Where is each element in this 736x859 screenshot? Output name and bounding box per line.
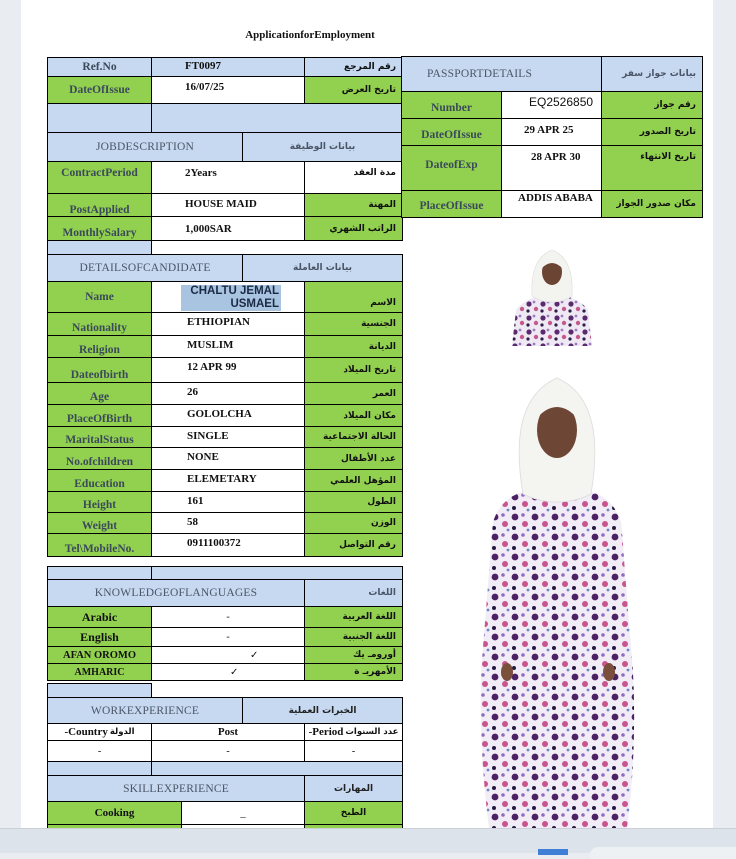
candidate-value: 161	[151, 491, 305, 513]
candidate-label: Dateofbirth	[47, 357, 152, 383]
language-value: -	[151, 606, 305, 628]
candidate-value: 26	[151, 382, 305, 405]
document-title: ApplicationforEmployment	[245, 29, 375, 41]
candidate-label: MaritalStatus	[47, 426, 152, 448]
passport-place-ar: مكان صدور الجواز	[601, 190, 703, 218]
refno-ar: رقم المرجع	[304, 57, 403, 77]
candidate-value: SINGLE	[151, 426, 305, 448]
passport-place-value: ADDIS ABABA	[501, 190, 602, 218]
languages-header-ar: اللغات	[304, 579, 403, 607]
passport-number-label: Number	[401, 91, 502, 119]
skills-header-ar: المهارات	[304, 775, 403, 802]
candidate-label: Tel\MobileNo.	[47, 533, 152, 557]
skill-cooking-label: Cooking	[47, 801, 182, 825]
language-ar: الأمهريـ ة	[304, 663, 403, 681]
language-ar: اللغة الجنبية	[304, 627, 403, 647]
candidate-label: Weight	[47, 512, 152, 534]
candidate-label: Height	[47, 491, 152, 513]
spacer-cell	[151, 103, 403, 133]
date-issue-value: 16/07/25	[151, 76, 305, 104]
passport-header: PASSPORTDETAILS	[401, 56, 602, 92]
skills-header: SKILLEXPERIENCE	[47, 775, 305, 802]
candidate-ar: الطول	[304, 491, 403, 513]
candidate-value: ELEMETARY	[151, 469, 305, 492]
language-label: AFAN OROMO	[47, 646, 152, 664]
full-body-photo	[471, 372, 643, 828]
taskbar-indicator	[538, 849, 568, 855]
language-value: ✓	[151, 646, 305, 664]
candidate-ar: الجنسية	[304, 312, 403, 336]
candidate-value: 12 APR 99	[151, 357, 305, 383]
candidate-ar: الوزن	[304, 512, 403, 534]
language-ar: اللغة العربية	[304, 606, 403, 628]
spacer-cell	[151, 761, 403, 776]
candidate-ar: تاريخ الميلاد	[304, 357, 403, 383]
date-issue-label: DateOfIssue	[47, 76, 152, 104]
spacer-cell	[47, 566, 152, 580]
work-header-ar: الخبرات العملية	[242, 697, 403, 724]
candidate-ar: عدد الأطفال	[304, 447, 403, 470]
name-label: Name	[47, 281, 152, 313]
passport-issue-value: 29 APR 25	[501, 118, 602, 146]
candidate-header-ar: بيانات العاملة	[242, 254, 403, 282]
document-page	[21, 0, 713, 828]
candidate-label: No.ofchildren	[47, 447, 152, 470]
candidate-value: 0911100372	[151, 533, 305, 557]
candidate-label: Age	[47, 382, 152, 405]
language-value: -	[151, 627, 305, 647]
candidate-label: Nationality	[47, 312, 152, 336]
passport-issue-label: DateOfIssue	[401, 118, 502, 146]
job-header-ar: بيانات الوظيفة	[242, 132, 403, 162]
candidate-ar: رقم التواصل	[304, 533, 403, 557]
passport-number-value: EQ2526850	[501, 91, 602, 119]
spacer-cell	[47, 103, 152, 133]
candidate-value: ETHIOPIAN	[151, 312, 305, 336]
contract-period-value: 2Years	[151, 161, 305, 194]
work-header: WORKEXPERIENCE	[47, 697, 243, 724]
work-period-cell: -	[304, 740, 403, 762]
passport-exp-value: 28 APR 30	[501, 145, 602, 191]
col-period-header: -Period عدد السنوات	[304, 723, 403, 741]
name-value: CHALTU JEMAL USMAEL	[181, 285, 281, 311]
candidate-value: GOLOLCHA	[151, 404, 305, 427]
passport-issue-ar: تاريخ الصدور	[601, 118, 703, 146]
spacer-cell	[47, 761, 152, 776]
work-post-cell: -	[151, 740, 305, 762]
spacer-cell	[151, 566, 403, 580]
language-label: AMHARIC	[47, 663, 152, 681]
candidate-ar: العمر	[304, 382, 403, 405]
candidate-ar: مكان الميلاد	[304, 404, 403, 427]
bottom-scroll-area	[0, 828, 736, 853]
work-country-cell: -	[47, 740, 152, 762]
monthly-salary-ar: الراتب الشهري	[304, 216, 403, 241]
refno-value: FT0097	[151, 57, 305, 77]
passport-header-ar: بيانات جواز سفر	[601, 56, 703, 92]
skill-cooking-value: _	[181, 801, 305, 825]
candidate-ar: الديانة	[304, 335, 403, 358]
portrait-photo	[512, 244, 592, 346]
job-header: JOBDESCRIPTION	[47, 132, 243, 162]
candidate-label: PlaceOfBirth	[47, 404, 152, 427]
post-applied-label: PostApplied	[47, 193, 152, 217]
candidate-value: 58	[151, 512, 305, 534]
passport-number-ar: رقم جواز	[601, 91, 703, 119]
contract-period-label: ContractPeriod	[47, 161, 152, 194]
languages-header: KNOWLEDGEOFLANGUAGES	[47, 579, 305, 607]
passport-exp-label: DateofExp	[401, 145, 502, 191]
candidate-header: DETAILSOFCANDIDATE	[47, 254, 243, 282]
candidate-label: Education	[47, 469, 152, 492]
language-ar: أورومـ يك	[304, 646, 403, 664]
candidate-label: Religion	[47, 335, 152, 358]
date-issue-ar: تاريخ العرض	[304, 76, 403, 104]
skill-cooking-ar: الطبخ	[304, 801, 403, 825]
spacer-cell	[47, 683, 152, 698]
monthly-salary-label: MonthlySalary	[47, 216, 152, 241]
monthly-salary-value: 1,000SAR	[151, 216, 305, 241]
candidate-value: MUSLIM	[151, 335, 305, 358]
post-applied-value: HOUSE MAID	[151, 193, 305, 217]
refno-label: Ref.No	[47, 57, 152, 77]
passport-place-label: PlaceOfIssue	[401, 190, 502, 218]
col-post-header: Post	[151, 723, 305, 741]
language-value: ✓	[151, 663, 305, 681]
col-country-header: -Country الدولة	[47, 723, 152, 741]
candidate-value: NONE	[151, 447, 305, 470]
candidate-ar: المؤهل العلمي	[304, 469, 403, 492]
candidate-ar: الحالة الاجتماعية	[304, 426, 403, 448]
spacer-cell	[47, 240, 152, 255]
contract-period-ar: مدة العقد	[304, 161, 403, 194]
taskbar-panel	[590, 847, 736, 859]
post-applied-ar: المهنة	[304, 193, 403, 217]
language-label: English	[47, 627, 152, 647]
name-ar: الاسم	[304, 281, 403, 313]
language-label: Arabic	[47, 606, 152, 628]
name-value-cell	[151, 281, 305, 313]
passport-exp-ar: تاريخ الانتهاء	[601, 145, 703, 191]
